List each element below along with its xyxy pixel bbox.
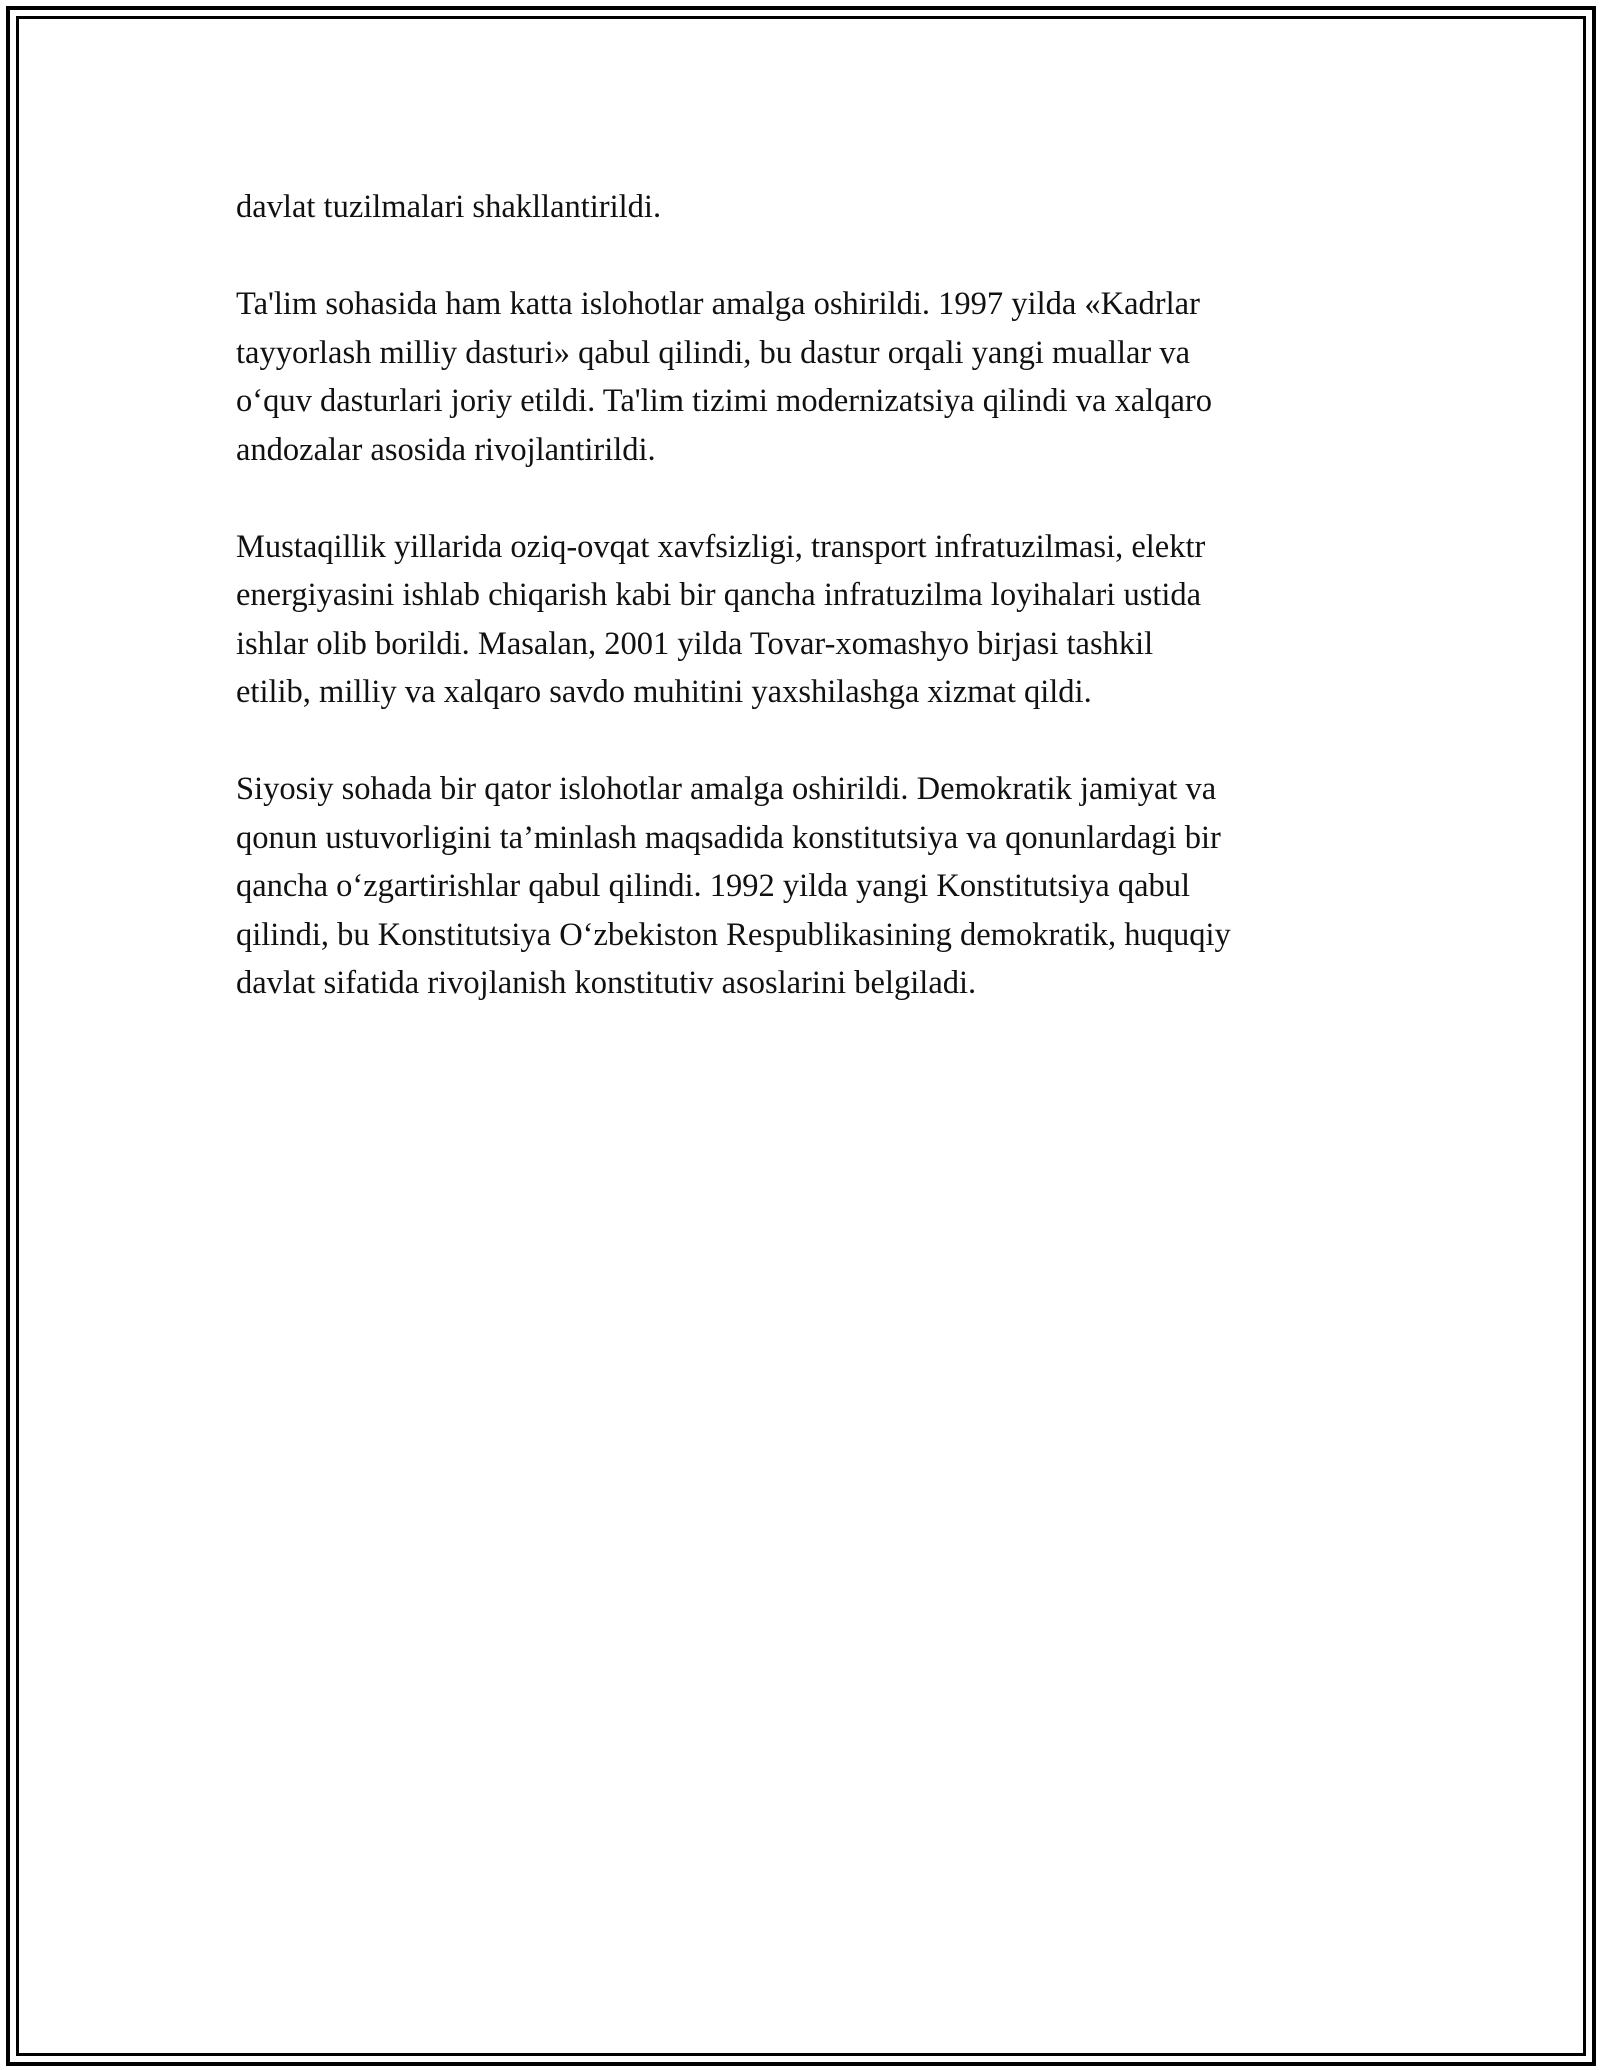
paragraph-4: Siyosiy sohada bir qator islohotlar amalga oshirildi. Demokratik jamiyat va qonun ustuvorligini ta’minlash maqsadida konstitutsiya va qonunlardagi bir qancha o‘zgartirishlar qabul qilindi. 1992 yilda yangi Konstitutsiya qabul qilindi, bu Konstitutsiya O‘zbekiston Respublikasining demokratik, huquqiy davlat sifatida rivojlanish konstitutiv asoslarini belgiladi. xyxy=(236,771,1231,1001)
paragraph-2: Ta'lim sohasida ham katta islohotlar amalga oshirildi. 1997 yilda «Kadrlar tayyorlash milliy dasturi» qabul qilindi, bu dastur orqali yangi muallar va o‘quv dasturlari joriy etildi. Ta'lim tizimi modernizatsiya qilindi va xalqaro andozalar asosida rivojlantirildi. xyxy=(236,286,1212,468)
document-body xyxy=(236,183,1376,1056)
paragraph-3: Mustaqillik yillarida oziq-ovqat xavfsizligi, transport infratuzilmasi, elektr energiyasini ishlab chiqarish kabi bir qancha infratuzilma loyihalari ustida ishlar olib borildi. Masalan, 2001 yilda Tovar-xomashyo birjasi tashkil etilib, milliy va xalqaro savdo muhitini yaxshilashga xizmat qildi. xyxy=(236,528,1206,710)
paragraph-1: davlat tuzilmalari shakllantirildi. xyxy=(236,189,662,225)
